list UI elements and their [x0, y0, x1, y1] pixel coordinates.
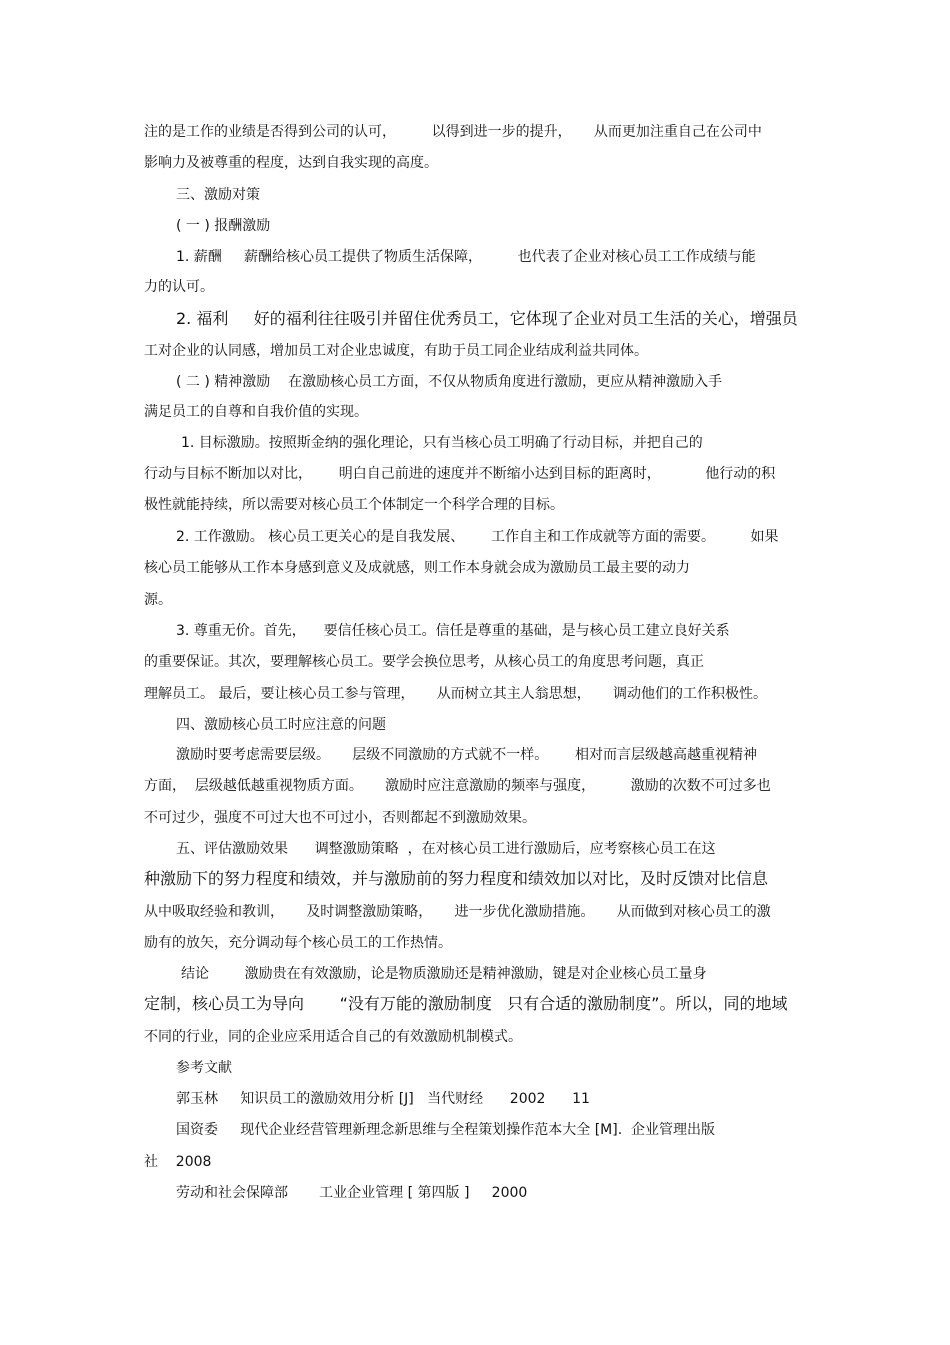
text-line: 2. 工作激励。 核心员工更关心的是自我发展、 工作自主和工作成就等方面的需要。 如果: [176, 529, 779, 545]
text-line: 种激励下的努力程度和绩效，并与激励前的努力程度和绩效加以对比，及时反馈对比信息: [144, 869, 769, 888]
text-line: 影响力及被尊重的程度，达到自我实现的高度。: [144, 155, 438, 171]
text-line: 不可过少，强度不可过大也不可过小，否则都起不到激励效果。: [144, 810, 536, 826]
text-line: 方面， 层级越低越重视物质方面。 激励时应注意激励的频率与强度， 激励的次数不可过多也: [144, 778, 771, 794]
reference-item: 国资委 现代企业经营管理新理念新思维与全程策划操作范本大全 [M]. 企业管理出版: [176, 1122, 716, 1138]
text-line: 注的是工作的业绩是否得到公司的认可， 以得到进一步的提升， 从而更加注重自己在公司中: [144, 124, 762, 140]
subsection-heading: ( 一 ) 报酬激励: [176, 218, 271, 234]
section-heading: 四、激励核心员工时应注意的问题: [176, 717, 386, 733]
text-line: 的重要保证。其次，要理解核心员工。要学会换位思考，从核心员工的角度思考问题，真正: [144, 654, 704, 670]
text-line: 1. 薪酬 薪酬给核心员工提供了物质生活保障， 也代表了企业对核心员工工作成绩与能: [176, 249, 756, 265]
section-heading: 结论 激励贵在有效激励，论是物质激励还是精神激励，键是对企业核心员工量身: [181, 966, 707, 982]
reference-item: 郭玉林 知识员工的激励效用分析 [J] 当代财经 2002 11: [176, 1091, 590, 1107]
text-line: 源。: [144, 592, 172, 608]
text-line: 激励时要考虑需要层级。 层级不同激励的方式就不一样。 相对而言层级越高越重视精神: [176, 747, 757, 763]
text-line: 行动与目标不断加以对比， 明白自己前进的速度并不断缩小达到目标的距离时， 他行动的积: [144, 466, 776, 482]
text-line: 定制，核心员工为导向 “没有万能的激励制度 只有合适的激励制度”。所以，同的地域: [144, 994, 788, 1013]
reference-item: 劳动和社会保障部 工业企业管理 [ 第四版 ] 2000: [176, 1185, 528, 1201]
text-line: 核心员工能够从工作本身感到意义及成就感，则工作本身就会成为激励员工最主要的动力: [144, 560, 690, 576]
text-line: 力的认可。: [144, 279, 214, 295]
text-line: 从中吸取经验和教训， 及时调整激励策略， 进一步优化激励措施。 从而做到对核心员工的激: [144, 904, 771, 920]
references-heading: 参考文献: [176, 1060, 232, 1076]
text-line: 1. 目标激励。按照斯金纳的强化理论，只有当核心员工明确了行动目标，并把自己的: [181, 435, 703, 451]
text-line: 励有的放矢，充分调动每个核心员工的工作热情。: [144, 935, 452, 951]
subsection-heading: ( 二 ) 精神激励 在激励核心员工方面，不仅从物质角度进行激励，更应从精神激励入手: [176, 374, 723, 390]
text-line: 2. 福利 好的福利往往吸引并留住优秀员工，它体现了企业对员工生活的关心，增强员: [176, 309, 798, 328]
text-line: 满足员工的自尊和自我价值的实现。: [144, 404, 368, 420]
text-line: 不同的行业，同的企业应采用适合自己的有效激励机制模式。: [144, 1029, 522, 1045]
reference-item: 社 2008: [144, 1154, 212, 1170]
text-line: 3. 尊重无价。首先， 要信任核心员工。信任是尊重的基础，是与核心员工建立良好关系: [176, 623, 730, 639]
text-line: 理解员工。 最后，要让核心员工参与管理， 从而树立其主人翁思想， 调动他们的工作积极性。: [144, 686, 767, 702]
section-heading: 三、激励对策: [176, 187, 260, 203]
text-line: 极性就能持续，所以需要对核心员工个体制定一个科学合理的目标。: [144, 497, 564, 513]
section-heading: 五、评估激励效果 调整激励策略 ，在对核心员工进行激励后，应考察核心员工在这: [176, 841, 716, 857]
text-line: 工对企业的认同感，增加员工对企业忠诚度，有助于员工同企业结成利益共同体。: [144, 343, 648, 359]
